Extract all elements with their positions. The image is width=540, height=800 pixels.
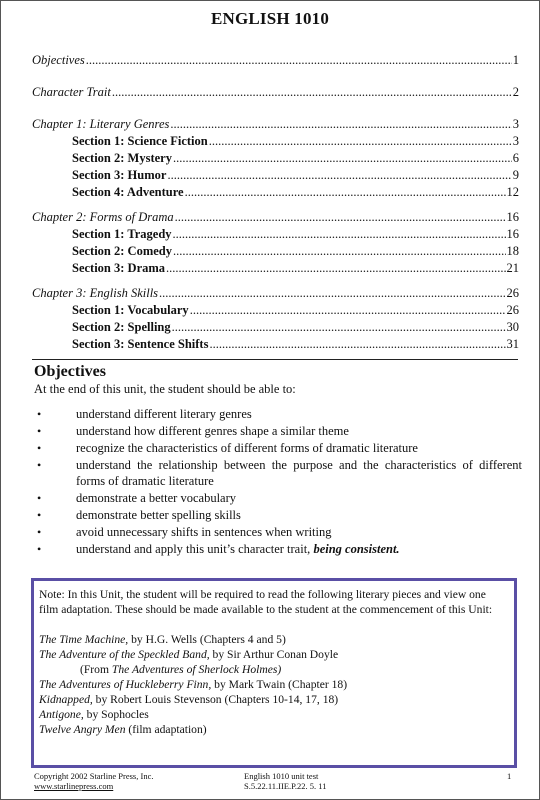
toc-label: Section 3: Humor <box>72 168 167 182</box>
objectives-list <box>34 407 522 559</box>
reading-item <box>39 722 502 737</box>
reading-item <box>39 662 502 677</box>
toc-entry-ch3-section-3[interactable] <box>32 337 519 352</box>
toc-page: 3 <box>512 117 519 131</box>
toc-label: Section 1: Vocabulary <box>72 303 189 317</box>
reading-title: The Adventures of Huckleberry Finn, <box>39 678 212 691</box>
toc-entry-chapter-2[interactable] <box>32 210 519 225</box>
list-item: • demonstrate a better vocabulary <box>34 491 522 507</box>
toc-entry-ch1-section-1[interactable] <box>32 134 519 149</box>
toc-entry-chapter-1[interactable] <box>32 117 519 132</box>
toc-page: 6 <box>512 151 519 165</box>
toc-entry-ch1-section-3[interactable] <box>32 168 519 183</box>
list-item: • avoid unnecessary shifts in sentences when writing <box>34 525 522 541</box>
reading-detail: (From <box>80 663 112 676</box>
objectives-heading: Objectives <box>34 363 106 380</box>
toc-entry-objectives[interactable] <box>32 53 519 68</box>
list-item: • understand how different genres shape a similar theme <box>34 424 522 440</box>
toc-page: 3 <box>512 134 519 148</box>
toc-page: 26 <box>506 303 519 317</box>
page-title: ENGLISH 1010 <box>210 9 330 28</box>
reading-detail: by H.G. Wells (Chapters 4 and 5) <box>128 633 286 646</box>
list-item: • recognize the characteristics of different forms of dramatic literature <box>34 441 522 457</box>
toc-entry-ch1-section-4[interactable] <box>32 185 519 200</box>
list-item: • demonstrate better spelling skills <box>34 508 522 524</box>
item-text: understand and apply this unit’s character trait, <box>76 541 314 556</box>
toc-label: Section 1: Science Fiction <box>72 134 208 148</box>
toc-page: 2 <box>512 85 519 99</box>
toc-entry-ch2-section-1[interactable] <box>32 227 519 242</box>
toc-page: 1 <box>512 53 519 67</box>
reading-item <box>39 692 502 707</box>
toc-entry-ch2-section-3[interactable] <box>32 261 519 276</box>
footer-center <box>244 771 327 791</box>
toc-page: 31 <box>506 337 519 351</box>
toc-label: Section 1: Tragedy <box>72 227 172 241</box>
reading-item <box>39 647 502 662</box>
toc-label: Section 2: Spelling <box>72 320 171 334</box>
reading-title: The Time Machine, <box>39 633 129 646</box>
toc-page: 18 <box>506 244 519 258</box>
reading-title: Twelve Angry Men <box>39 723 126 736</box>
toc-label: Section 4: Adventure <box>72 185 184 199</box>
standards-code: S.5.22.11.IIE.P.22. 5. 11 <box>244 781 327 791</box>
toc-page: 16 <box>506 210 519 224</box>
objectives-intro: At the end of this unit, the student should be able to: <box>34 382 296 396</box>
reading-detail: (film adaptation) <box>125 723 207 736</box>
reading-title: Kidnapped, <box>39 693 93 706</box>
toc-entry-ch3-section-2[interactable] <box>32 320 519 335</box>
toc-label: Objectives <box>32 53 85 67</box>
reading-list <box>39 632 502 737</box>
page-number: 1 <box>507 771 512 781</box>
reading-item <box>39 677 502 692</box>
section-divider <box>32 359 518 360</box>
toc-entry-ch3-section-1[interactable] <box>32 303 519 318</box>
copyright-text: Copyright 2002 Starline Press, Inc. <box>34 771 154 781</box>
toc-label: Chapter 1: Literary Genres <box>32 117 170 131</box>
toc-entry-character-trait[interactable] <box>32 85 519 100</box>
reading-title: Antigone, <box>39 708 84 721</box>
reading-detail: by Robert Louis Stevenson (Chapters 10-14, 17, 18) <box>92 693 339 706</box>
toc-label: Section 2: Mystery <box>72 151 172 165</box>
character-trait-emphasis: being consistent. <box>313 541 400 556</box>
reading-item <box>39 707 502 722</box>
list-item: • understand different literary genres <box>34 407 522 423</box>
toc-label: Section 3: Sentence Shifts <box>72 337 209 351</box>
reading-title: The Adventures of Sherlock Holmes) <box>111 663 282 676</box>
note-box <box>31 578 517 768</box>
unit-test-label: English 1010 unit test <box>244 771 319 781</box>
toc-page: 21 <box>506 261 519 275</box>
list-item: • understand the relationship between the purpose and the characteristics of different forms of dramatic literature <box>34 458 522 489</box>
reading-item <box>39 632 502 647</box>
toc-entry-chapter-3[interactable] <box>32 286 519 301</box>
list-item <box>34 542 522 558</box>
toc-page: 16 <box>506 227 519 241</box>
footer-left <box>34 771 153 791</box>
toc-label: Chapter 3: English Skills <box>32 286 159 300</box>
toc-label: Section 3: Drama <box>72 261 166 275</box>
reading-detail: by Mark Twain (Chapter 18) <box>211 678 348 691</box>
toc-label: Chapter 2: Forms of Drama <box>32 210 174 224</box>
toc-page: 9 <box>512 168 519 182</box>
toc-label: Character Trait <box>32 85 111 99</box>
toc-page: 12 <box>506 185 519 199</box>
toc-page: 26 <box>506 286 519 300</box>
toc-entry-ch2-section-2[interactable] <box>32 244 519 259</box>
reading-detail: by Sir Arthur Conan Doyle <box>209 648 339 661</box>
toc-entry-ch1-section-2[interactable] <box>32 151 519 166</box>
toc-label: Section 2: Comedy <box>72 244 172 258</box>
website-link[interactable]: www.starlinepress.com <box>34 781 114 791</box>
reading-title: The Adventure of the Speckled Band, <box>39 648 210 661</box>
note-text: Note: In this Unit, the student will be required to read the following literary pieces and view one film adaptation. These should be made available to the student at the commencement of this Unit: <box>39 588 493 616</box>
reading-detail: by Sophocles <box>83 708 149 721</box>
toc-page: 30 <box>506 320 519 334</box>
